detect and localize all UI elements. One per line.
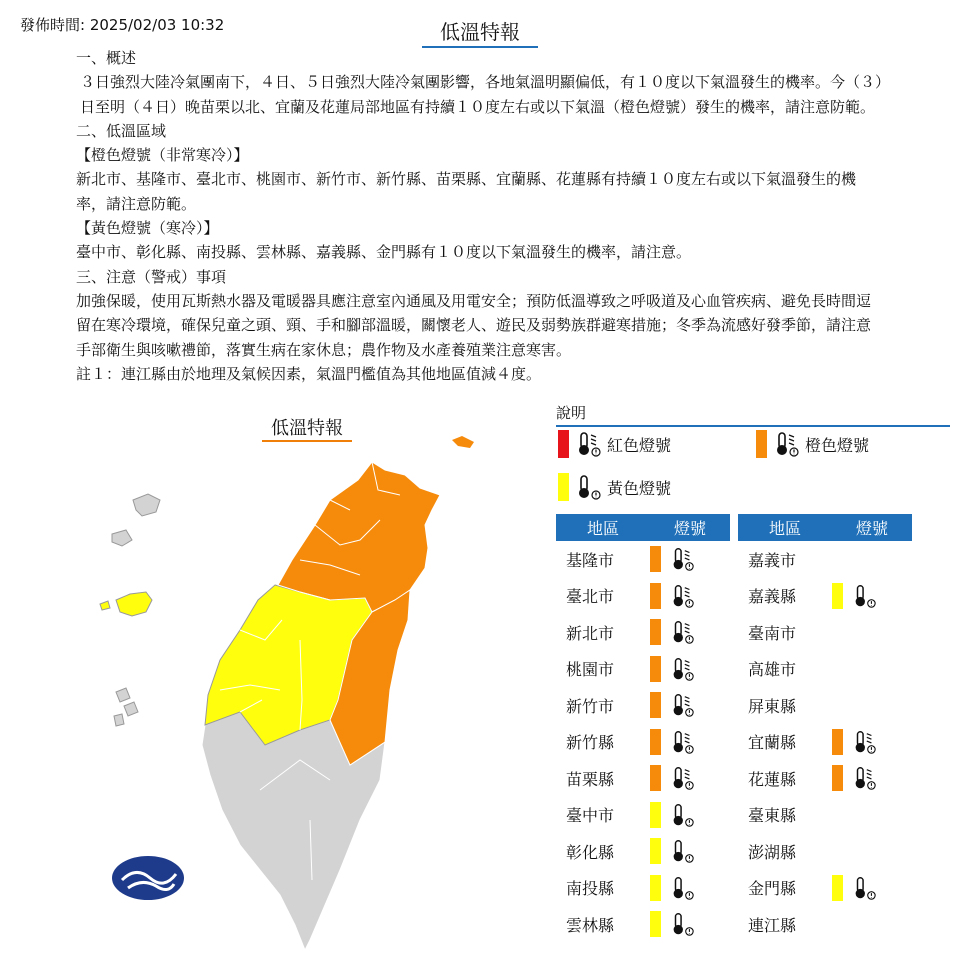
- yellow-swatch: [650, 911, 661, 937]
- penghu-islands: [114, 688, 138, 726]
- thermometer-icon: [575, 430, 601, 458]
- section-caution-text: 加強保暖，使用瓦斯熱水器及電暖器具應注意室內通風及用電安全；預防低溫導致之呼吸道及心血管疾病、避免長時間逗留在寒冷環境，確保兒童之頭、頸、手和腳部溫暖，關懷老人、遊民及弱勢族群避寒措施；冬季為流感好發季節，請注意手部衛生與咳嗽禮節，落實生病在家休息；農作物及水產養殖業注意寒害。: [76, 291, 872, 359]
- table-row: [738, 687, 912, 724]
- table-row: [556, 614, 730, 651]
- thermometer-icon: [669, 546, 695, 572]
- area-name: 苗栗縣: [566, 769, 615, 789]
- area-name: 新竹市: [566, 696, 615, 716]
- area-name: 嘉義市: [748, 550, 797, 570]
- area-name: 高雄市: [748, 660, 797, 680]
- signal-cell: [650, 838, 730, 864]
- area-name: 臺北市: [566, 587, 615, 607]
- map-title: 低溫特報: [262, 414, 352, 442]
- region-north-orange: [278, 462, 440, 612]
- area-name: 金門縣: [748, 879, 797, 899]
- table-row: [738, 870, 912, 907]
- area-name: 澎湖縣: [748, 842, 797, 862]
- turtle-island: [452, 436, 474, 448]
- signal-cell: [650, 546, 730, 572]
- taiwan-map: [90, 430, 490, 960]
- signal-cell: [650, 765, 730, 791]
- table-row: [556, 687, 730, 724]
- signal-cell: [650, 656, 730, 682]
- orange-swatch: [650, 765, 661, 791]
- area-name: 臺南市: [748, 623, 797, 643]
- orange-swatch: [650, 656, 661, 682]
- area-name: 雲林縣: [566, 915, 615, 935]
- table-row: [738, 578, 912, 615]
- matsu-islands: [112, 494, 160, 546]
- red-swatch: [558, 430, 569, 458]
- thermometer-icon: [669, 838, 695, 864]
- orange-swatch: [832, 729, 843, 755]
- area-name: 臺中市: [566, 806, 615, 826]
- table-row: [738, 906, 912, 943]
- orange-swatch: [832, 765, 843, 791]
- yellow-label: 黃色燈號: [607, 478, 672, 498]
- table-header: [738, 514, 912, 541]
- table-row: [556, 797, 730, 834]
- legend-title: 說明: [556, 402, 950, 427]
- area-name: 彰化縣: [566, 842, 615, 862]
- thermometer-icon: [669, 656, 695, 682]
- orange-area-text: 新北市、基隆市、臺北市、桃園市、新竹市、新竹縣、苗栗縣、宜蘭縣、花蓮縣有持續１０度左右或以下氣溫發生的機率，請注意防範。: [76, 170, 857, 213]
- area-name: 花蓮縣: [748, 769, 797, 789]
- table-header: [556, 514, 730, 541]
- yellow-swatch: [650, 802, 661, 828]
- table-row: [738, 833, 912, 870]
- signal-table-right: [738, 514, 912, 943]
- signal-cell: [650, 911, 730, 937]
- red-label: 紅色燈號: [607, 435, 672, 455]
- signal-cell: [832, 583, 912, 609]
- area-name: 桃園市: [566, 660, 615, 680]
- orange-label: 橙色燈號: [805, 435, 870, 455]
- orange-swatch: [650, 692, 661, 718]
- thermometer-icon: [773, 430, 799, 458]
- orange-swatch: [650, 546, 661, 572]
- thermometer-icon: [669, 911, 695, 937]
- orange-swatch: [650, 729, 661, 755]
- orange-swatch: [650, 619, 661, 645]
- area-name: 南投縣: [566, 879, 615, 899]
- publish-time: 發佈時間: 2025/02/03 10:32: [20, 16, 225, 34]
- section-caution-title: 三、注意（警戒）事項: [76, 267, 227, 286]
- thermometer-icon: [669, 583, 695, 609]
- table-row: [556, 578, 730, 615]
- yellow-swatch: [832, 583, 843, 609]
- section-overview-title: 一、概述: [76, 49, 137, 67]
- area-name: 屏東縣: [748, 696, 797, 716]
- area-name: 基隆市: [566, 550, 615, 570]
- area-name: 宜蘭縣: [748, 733, 797, 753]
- thermometer-icon: [851, 765, 877, 791]
- table-row: [738, 724, 912, 761]
- table-row: [556, 760, 730, 797]
- kinmen-island: [100, 592, 152, 616]
- page-title: 低溫特報: [422, 16, 538, 48]
- table-row: [556, 906, 730, 943]
- orange-heading: 【橙色燈號（非常寒冷）】: [76, 146, 249, 165]
- table-row: [738, 797, 912, 834]
- header-signal: 燈號: [855, 519, 888, 538]
- signal-cell: [650, 619, 730, 645]
- area-name: 連江縣: [748, 915, 797, 935]
- area-name: 嘉義縣: [748, 587, 797, 607]
- yellow-swatch: [832, 875, 843, 901]
- legend-yellow: [558, 473, 671, 501]
- thermometer-icon: [575, 473, 601, 501]
- section-overview-text: ３日強烈大陸冷氣團南下，４日、５日強烈大陸冷氣團影響，各地氣溫明顯偏低，有１０度以下氣溫發生的機率。今（３）日至明（４日）晚苗栗以北、宜蘭及花蓮局部地區有持續１０度左右或以下氣溫（橙色燈號）發生的機率，請注意防範。: [80, 73, 883, 116]
- orange-swatch: [756, 430, 767, 458]
- table-row: [738, 760, 912, 797]
- thermometer-icon: [851, 875, 877, 901]
- yellow-swatch: [650, 838, 661, 864]
- yellow-swatch: [558, 473, 569, 501]
- table-row: [556, 541, 730, 578]
- signal-cell: [650, 802, 730, 828]
- thermometer-icon: [669, 619, 695, 645]
- yellow-area-text: 臺中市、彰化縣、南投縣、雲林縣、嘉義縣、金門縣有１０度以下氣溫發生的機率，請注意。: [76, 243, 692, 262]
- table-row: [556, 651, 730, 688]
- signal-cell: [832, 875, 912, 901]
- thermometer-icon: [669, 729, 695, 755]
- signal-cell: [650, 729, 730, 755]
- note-text: 註１：連江縣由於地理及氣候因素，氣溫門檻值為其他地區值減４度。: [76, 364, 542, 383]
- thermometer-icon: [851, 729, 877, 755]
- signal-cell: [650, 583, 730, 609]
- table-row: [556, 724, 730, 761]
- report-text: [76, 46, 884, 386]
- legend-orange: [756, 430, 869, 458]
- table-row: [738, 541, 912, 578]
- signal-cell: [650, 875, 730, 901]
- thermometer-icon: [851, 583, 877, 609]
- thermometer-icon: [669, 802, 695, 828]
- signal-table-left: [556, 514, 730, 943]
- header-area: 地區: [768, 519, 801, 538]
- table-row: [556, 870, 730, 907]
- signal-cell: [832, 765, 912, 791]
- area-name: 新北市: [566, 623, 615, 643]
- thermometer-icon: [669, 765, 695, 791]
- legend-red: [558, 430, 671, 458]
- yellow-swatch: [650, 875, 661, 901]
- orange-swatch: [650, 583, 661, 609]
- signal-cell: [832, 729, 912, 755]
- area-name: 臺東縣: [748, 806, 797, 826]
- table-row: [738, 614, 912, 651]
- header-signal: 燈號: [673, 519, 706, 538]
- thermometer-icon: [669, 875, 695, 901]
- table-row: [738, 651, 912, 688]
- header-area: 地區: [586, 519, 619, 538]
- yellow-heading: 【黃色燈號（寒冷）】: [76, 219, 219, 238]
- signal-cell: [650, 692, 730, 718]
- section-area-title: 二、低溫區域: [76, 121, 167, 140]
- thermometer-icon: [669, 692, 695, 718]
- table-row: [556, 833, 730, 870]
- area-name: 新竹縣: [566, 733, 615, 753]
